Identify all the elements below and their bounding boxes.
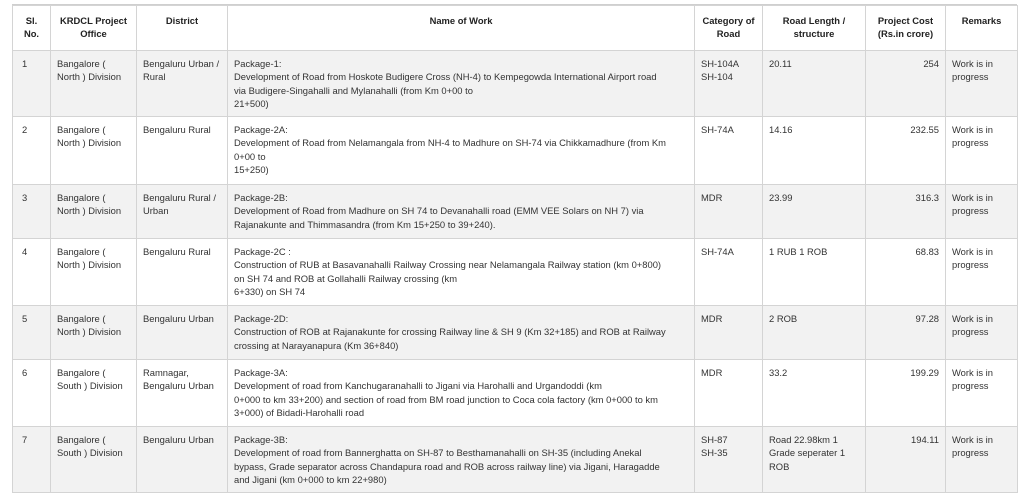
cell-category (695, 360, 763, 427)
cell-remarks-line: progress (952, 71, 989, 83)
cell-category (695, 185, 763, 239)
cell-category-line: SH-87 (701, 434, 728, 446)
cell-remarks (946, 360, 1018, 427)
cell-remarks-line: progress (952, 137, 989, 149)
cell-district (137, 185, 228, 239)
header-district: District (137, 6, 228, 51)
cell-category (695, 51, 763, 117)
cell-name-of-work-line: Development of road from Kanchugaranahalli to Jigani via Harohalli and Urgandoddi (km (234, 380, 602, 392)
cell-project-cost (866, 51, 946, 117)
header-project-cost: Project Cost (Rs.in crore) (866, 6, 946, 51)
cell-project-cost (866, 117, 946, 185)
cell-remarks-line: Work is in (952, 124, 993, 136)
cell-district-line: Bengaluru Rural (143, 124, 211, 136)
cell-project-office (51, 185, 137, 239)
cell-name-of-work-line: Package-2B: (234, 192, 288, 204)
cell-road-length-line: 23.99 (769, 192, 793, 204)
cell-project-office-line: Bangalore ( (57, 434, 106, 446)
cell-remarks (946, 427, 1018, 493)
cell-sl-no-value: 4 (22, 246, 28, 258)
works-table (12, 5, 1018, 493)
cell-project-office-line: North ) Division (57, 326, 122, 338)
cell-district-line: Bengaluru Urban / (143, 58, 220, 69)
cell-remarks-line: Work is in (952, 58, 993, 69)
cell-project-office-line: South ) Division (57, 380, 123, 392)
cell-name-of-work-line: 21+500) (234, 97, 269, 109)
cell-name-of-work-line: Package-1: (234, 58, 282, 69)
cell-project-cost-value: 316.3 (915, 192, 939, 204)
cell-sl-no-value: 3 (22, 192, 28, 204)
cell-project-office (51, 306, 137, 360)
cell-category (695, 306, 763, 360)
table-row (13, 306, 1018, 360)
cell-remarks-line: Work is in (952, 313, 993, 325)
cell-project-office-line: North ) Division (57, 205, 122, 217)
cell-project-cost (866, 360, 946, 427)
cell-remarks (946, 306, 1018, 360)
cell-remarks (946, 51, 1018, 117)
cell-project-office-line: North ) Division (57, 137, 122, 149)
cell-project-office (51, 427, 137, 493)
table-header-row (13, 6, 1018, 51)
header-project-office: KRDCL Project Office (51, 6, 137, 51)
header-remarks: Remarks (946, 6, 1018, 51)
cell-name-of-work (228, 51, 695, 117)
cell-project-office-line: North ) Division (57, 259, 122, 271)
cell-road-length (763, 360, 866, 427)
cell-project-cost-value: 194.11 (911, 434, 939, 446)
cell-sl-no (13, 360, 51, 427)
cell-district (137, 51, 228, 117)
cell-sl-no-value: 7 (22, 434, 28, 446)
cell-road-length-line: ROB (769, 460, 790, 472)
cell-sl-no-value: 5 (22, 313, 28, 325)
table-row (13, 185, 1018, 239)
cell-remarks-line: progress (952, 447, 989, 459)
cell-project-cost (866, 427, 946, 493)
cell-project-cost-value: 68.83 (915, 246, 939, 258)
cell-district-line: Rural (143, 71, 166, 83)
cell-name-of-work (228, 239, 695, 306)
cell-remarks-line: progress (952, 205, 989, 217)
cell-sl-no (13, 306, 51, 360)
cell-project-office (51, 360, 137, 427)
cell-sl-no (13, 239, 51, 306)
cell-sl-no (13, 427, 51, 493)
cell-road-length-line: 33.2 (769, 367, 788, 379)
cell-project-cost-value: 199.29 (910, 367, 939, 379)
cell-name-of-work (228, 306, 695, 360)
header-name-of-work: Name of Work (228, 6, 695, 51)
cell-category-line: SH-35 (701, 447, 728, 459)
cell-sl-no-value: 6 (22, 367, 28, 379)
cell-road-length-line: 20.11 (769, 58, 792, 69)
cell-road-length-line: Grade seperater 1 (769, 447, 846, 459)
cell-remarks-line: Work is in (952, 434, 993, 446)
cell-project-office (51, 117, 137, 185)
cell-category (695, 427, 763, 493)
table-row (13, 427, 1018, 493)
cell-name-of-work (228, 427, 695, 493)
cell-project-office-line: Bangalore ( (57, 124, 106, 136)
cell-road-length-line: 14.16 (769, 124, 793, 136)
cell-category-line: SH-104 (701, 71, 733, 83)
cell-road-length-line: 2 ROB (769, 313, 798, 325)
cell-name-of-work (228, 185, 695, 239)
cell-district (137, 306, 228, 360)
cell-sl-no (13, 185, 51, 239)
cell-project-cost-value: 232.55 (910, 124, 939, 136)
cell-name-of-work-line: bypass, Grade separator across Chandapura road and ROB across railway line) via Jigani, Haragadde (234, 460, 660, 472)
cell-remarks (946, 117, 1018, 185)
cell-district (137, 117, 228, 185)
cell-name-of-work-line: Package-2D: (234, 313, 289, 325)
cell-road-length (763, 51, 866, 117)
cell-road-length (763, 185, 866, 239)
cell-district-line: Bengaluru Rural (143, 246, 211, 258)
cell-name-of-work-line: Development of Road from Hoskote Budigere Cross (NH-4) to Kempegowda International Airport road (234, 71, 657, 83)
cell-project-office-line: Bangalore ( (57, 313, 106, 325)
cell-district-line: Urban (143, 205, 169, 217)
cell-name-of-work-line: 15+250) (234, 164, 269, 176)
cell-category-line: SH-104A (701, 58, 740, 69)
cell-category (695, 239, 763, 306)
cell-name-of-work-line: Construction of ROB at Rajanakunte for crossing Railway line & SH 9 (Km 32+185) and ROB at Railway (234, 326, 666, 338)
cell-project-office-line: Bangalore ( (57, 246, 106, 258)
cell-name-of-work-line: Development of Road from Madhure on SH 74 to Devanahalli road (EMM VEE Solars on NH 7) via (234, 205, 644, 217)
cell-name-of-work-line: crossing at Narayanapura (Km 36+840) (234, 339, 399, 351)
cell-remarks-line: progress (952, 380, 989, 392)
cell-category-line: MDR (701, 192, 723, 204)
cell-project-office (51, 51, 137, 117)
header-road-length: Road Length / structure (763, 6, 866, 51)
header-category-of-road: Category of Road (695, 6, 763, 51)
cell-name-of-work-line: Package-3B: (234, 434, 288, 446)
cell-name-of-work-line: Package-2C : (234, 246, 291, 258)
header-sl-no: Sl. No. (13, 6, 51, 51)
cell-project-cost (866, 185, 946, 239)
cell-category-line: MDR (701, 367, 723, 379)
cell-remarks (946, 185, 1018, 239)
cell-district-line: Ramnagar, (143, 367, 189, 379)
cell-category-line: SH-74A (701, 124, 734, 136)
cell-name-of-work-line: Package-2A: (234, 124, 288, 136)
cell-name-of-work-line: 6+330) on SH 74 (234, 286, 306, 298)
cell-road-length (763, 306, 866, 360)
cell-district-line: Bengaluru Urban (143, 434, 214, 446)
cell-project-office-line: North ) Division (57, 71, 122, 83)
table-row (13, 239, 1018, 306)
cell-district (137, 360, 228, 427)
cell-project-office (51, 239, 137, 306)
cell-remarks-line: progress (952, 326, 989, 338)
table-body (13, 51, 1018, 493)
cell-name-of-work-line: via Budigere-Singahalli and Mylanahalli (from Km 0+00 to (234, 84, 473, 96)
cell-sl-no-value: 2 (22, 124, 28, 136)
cell-category-line: SH-74A (701, 246, 734, 258)
cell-category-line: MDR (701, 313, 723, 325)
cell-road-length (763, 239, 866, 306)
cell-name-of-work-line: 0+000 to km 33+200) and section of road from BM road junction to Coca cola factory (km 0+000 to km (234, 393, 658, 405)
cell-district (137, 239, 228, 306)
cell-project-cost (866, 306, 946, 360)
table-row (13, 51, 1018, 117)
cell-road-length-line: Road 22.98km 1 (769, 434, 838, 446)
cell-name-of-work-line: Development of road from Bannerghatta on SH-87 to Besthamanahalli on SH-35 (including Anekal (234, 447, 642, 459)
cell-project-cost (866, 239, 946, 306)
cell-name-of-work-line: 3+000) of Bidadi-Harohalli road (234, 407, 365, 419)
cell-name-of-work-line: Package-3A: (234, 367, 288, 379)
cell-sl-no-value: 1 (22, 58, 28, 69)
cell-project-cost-value: 254 (923, 58, 939, 69)
cell-project-office-line: Bangalore ( (57, 192, 106, 204)
cell-district (137, 427, 228, 493)
cell-district-line: Bengaluru Rural / (143, 192, 216, 204)
cell-district-line: Bengaluru Urban (143, 380, 214, 392)
cell-name-of-work-line: Rajanakunte and Thimmasandra (from Km 15+250 to 39+240). (234, 218, 496, 230)
cell-name-of-work-line: and Jigani (km 0+000 to km 22+980) (234, 474, 387, 486)
cell-project-office-line: South ) Division (57, 447, 123, 459)
cell-name-of-work (228, 117, 695, 185)
cell-remarks-line: progress (952, 259, 989, 271)
cell-remarks-line: Work is in (952, 192, 993, 204)
table-row (13, 360, 1018, 427)
cell-name-of-work (228, 360, 695, 427)
cell-district-line: Bengaluru Urban (143, 313, 214, 325)
works-table-container (12, 4, 1017, 493)
cell-name-of-work-line: on SH 74 and ROB at Gollahalli Railway crossing (km (234, 272, 458, 284)
cell-name-of-work-line: 0+00 to (234, 150, 266, 162)
cell-remarks-line: Work is in (952, 246, 993, 258)
cell-name-of-work-line: Construction of RUB at Basavanahalli Railway Crossing near Nelamangala Railway station (km 0+800) (234, 259, 662, 271)
cell-remarks-line: Work is in (952, 367, 993, 379)
table-row (13, 117, 1018, 185)
cell-road-length (763, 427, 866, 493)
cell-project-office-line: Bangalore ( (57, 58, 106, 69)
cell-project-office-line: Bangalore ( (57, 367, 106, 379)
cell-category (695, 117, 763, 185)
cell-remarks (946, 239, 1018, 306)
cell-road-length (763, 117, 866, 185)
cell-project-cost-value: 97.28 (915, 313, 939, 325)
cell-road-length-line: 1 RUB 1 ROB (769, 246, 828, 258)
cell-sl-no (13, 51, 51, 117)
cell-name-of-work-line: Development of Road from Nelamangala from NH-4 to Madhure on SH-74 via Chikkamadhure (from Km (234, 137, 666, 149)
cell-sl-no (13, 117, 51, 185)
